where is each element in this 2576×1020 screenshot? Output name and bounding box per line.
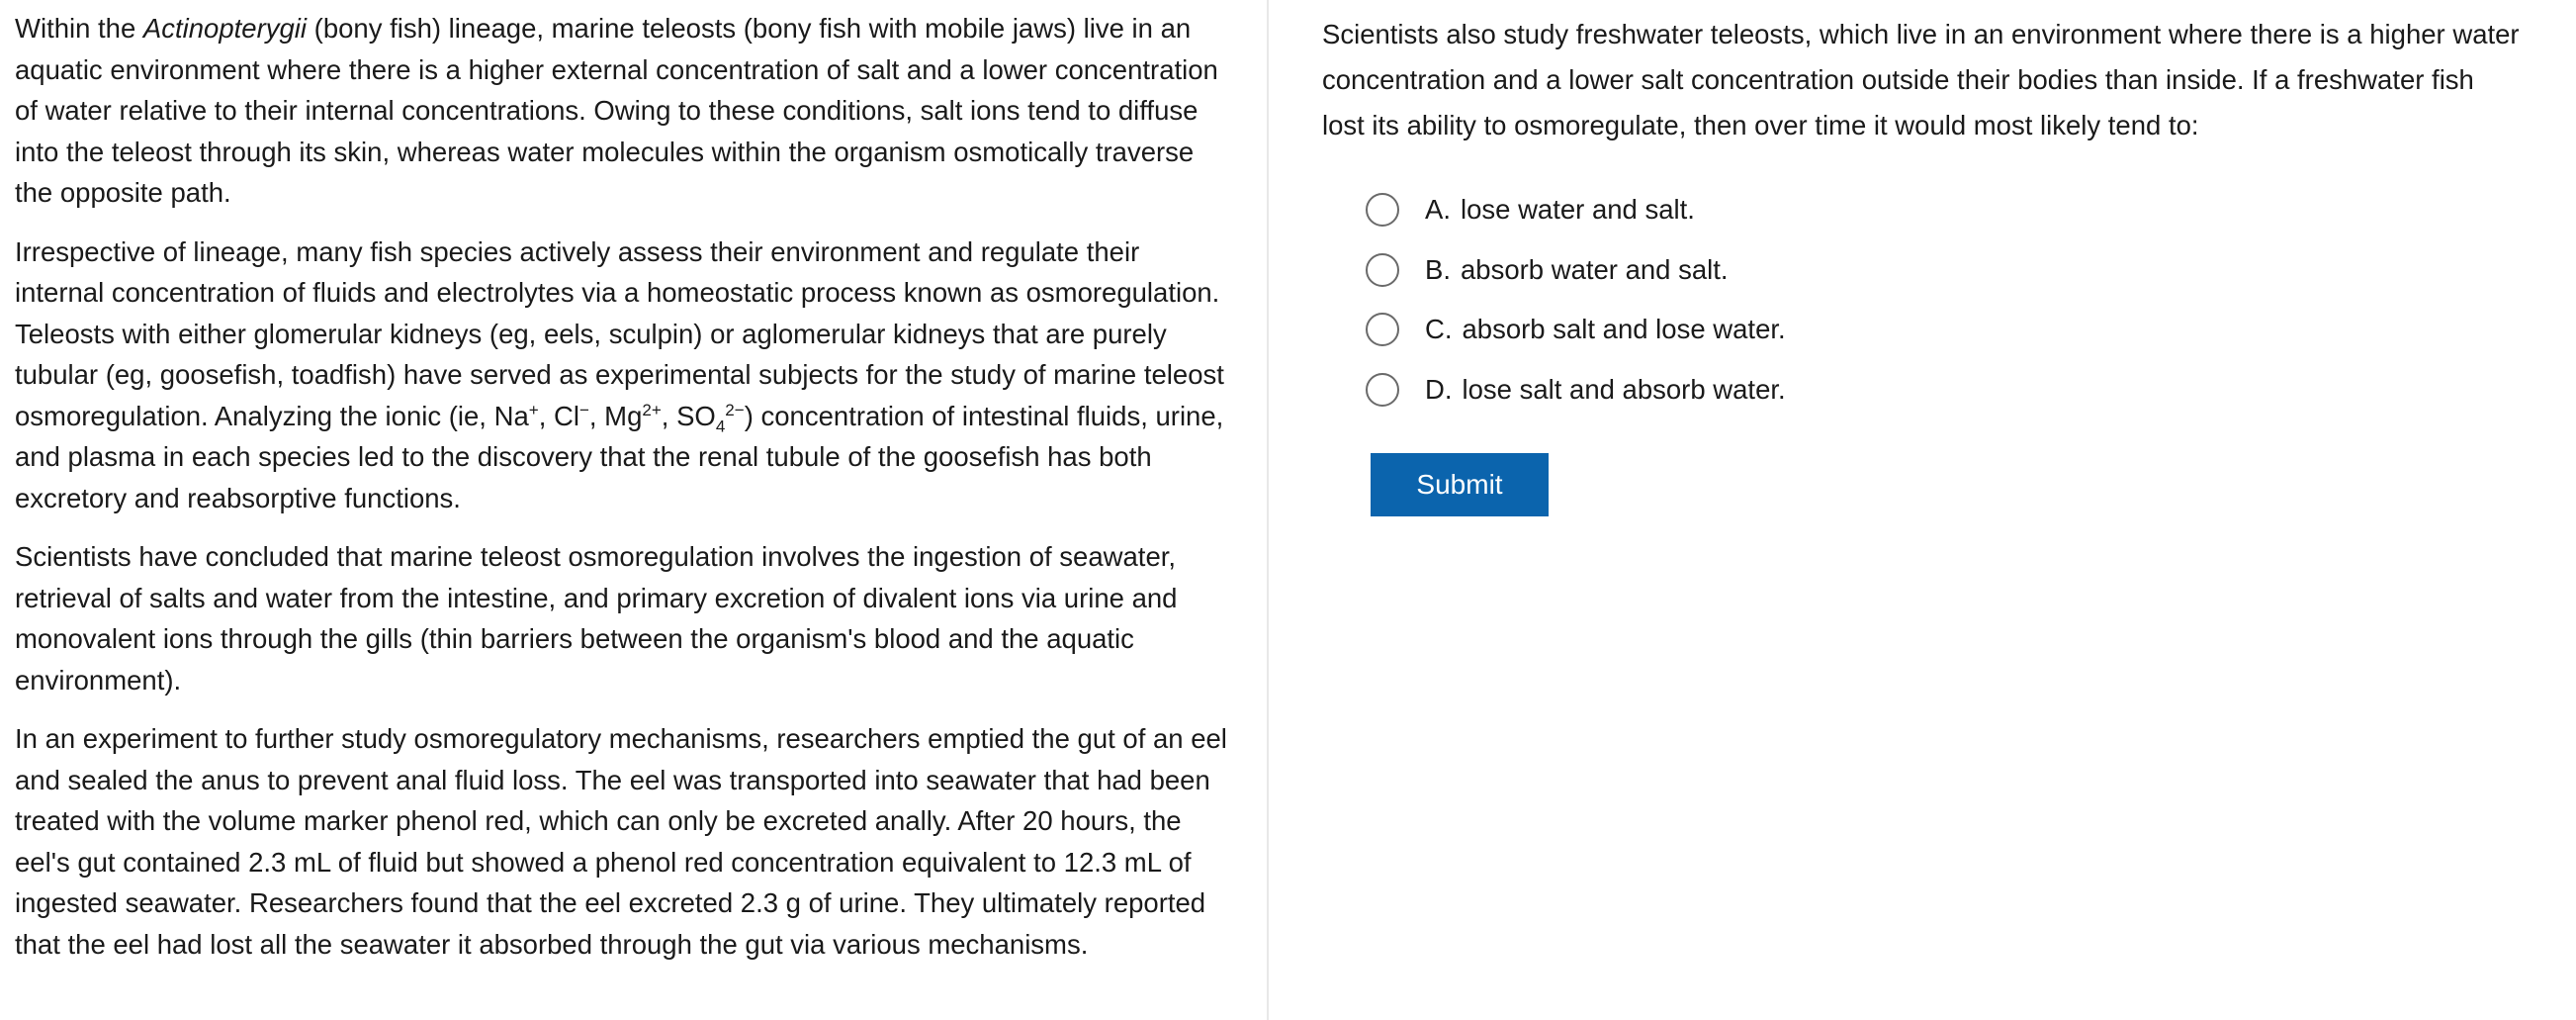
choice-letter: B. <box>1425 253 1451 285</box>
choice-letter: A. <box>1425 194 1451 226</box>
radio-button-icon[interactable] <box>1366 193 1399 227</box>
radio-button-icon[interactable] <box>1366 313 1399 346</box>
answer-choice-b[interactable] <box>1366 240 2576 301</box>
answer-choice-a[interactable] <box>1366 180 2576 240</box>
choice-text: lose water and salt. <box>1460 194 1695 226</box>
passage-paragraph-3: Scientists have concluded that marine teleost osmoregulation involves the ingestion of seawater, retrieval of salts and water from the intestine, and primary excretion of divalent ions via urine and monovalent ions through the gills (thin barriers between the organism's blood and the aquatic environment). <box>15 541 1178 695</box>
choice-letter: C. <box>1425 314 1453 345</box>
question-panel <box>1322 12 2576 516</box>
choice-letter: D. <box>1425 373 1453 405</box>
submit-button[interactable]: Submit <box>1371 453 1549 516</box>
taxon-name: Actinopterygii <box>142 13 308 44</box>
radio-button-icon[interactable] <box>1366 253 1399 287</box>
radio-button-icon[interactable] <box>1366 373 1399 407</box>
choice-text: absorb salt and lose water. <box>1462 314 1786 345</box>
answer-choice-d[interactable] <box>1366 360 2576 420</box>
answer-choice-c[interactable] <box>1366 300 2576 360</box>
passage-paragraph-2: Irrespective of lineage, many fish species actively assess their environment and regulate their internal concentration of fluids and electrolytes via a homeostatic process known as osmoregulation. Teleosts with either glomerular kidneys (eg, eels, sculpin) or aglomerular kidneys that are purely tubular (eg, goosefish, toadfish) have served as experimental subjects for the study of marine teleost osmoregulation. Analyzing the ionic (ie, Na+, Cl−, $Mg^{2+}$, $SO_4^{2-}$) concentration of intestinal fluids, urine, and plasma in each species led to the discovery that the renal tubule of the goosefish has both excretory and reabsorptive functions. <box>15 235 1224 513</box>
answer-choices <box>1322 180 2576 419</box>
sulfate-charge: 2− <box>725 400 745 419</box>
passage-paragraph-1: Within the Actinopterygii (bony fish) lineage, marine teleosts (bony fish with mobile jaws) live in an aquatic environment where there is a higher external concentration of salt and a lower concentration of water relative to their internal concentrations. Owing to these conditions, salt ions tend to diffuse into the teleost through its skin, whereas water molecules within the organism osmotically traverse the opposite path. <box>15 13 1218 208</box>
chloride-charge: − <box>578 400 589 419</box>
magnesium-charge: 2+ <box>642 400 662 419</box>
sulfate-subscript: 4 <box>715 417 726 435</box>
sodium-charge: + <box>528 400 539 419</box>
choice-text: lose salt and absorb water. <box>1462 373 1786 405</box>
reading-passage <box>15 8 1231 982</box>
passage-paragraph-4: In an experiment to further study osmoregulatory mechanisms, researchers emptied the gut of an eel and sealed the anus to prevent anal fluid loss. The eel was transported into seawater that had been treated with the volume marker phenol red, which can only be excreted anally. After 20 hours, the eel's gut contained 2.3 mL of fluid but showed a phenol red concentration equivalent to 12.3 mL of ingested seawater. Researchers found that the eel excreted 2.3 g of urine. They ultimately reported that the eel had lost all the seawater it absorbed through the gut via various mechanisms. <box>15 723 1227 960</box>
question-stem: Scientists also study freshwater teleosts, which live in an environment where there is a higher water concentration and a lower salt concentration outside their bodies than inside. If a freshwater fish lost its ability to osmoregulate, then over time it would most likely tend to: <box>1322 19 2520 140</box>
pane-divider[interactable] <box>1267 0 1269 1020</box>
choice-text: absorb water and salt. <box>1460 253 1729 285</box>
